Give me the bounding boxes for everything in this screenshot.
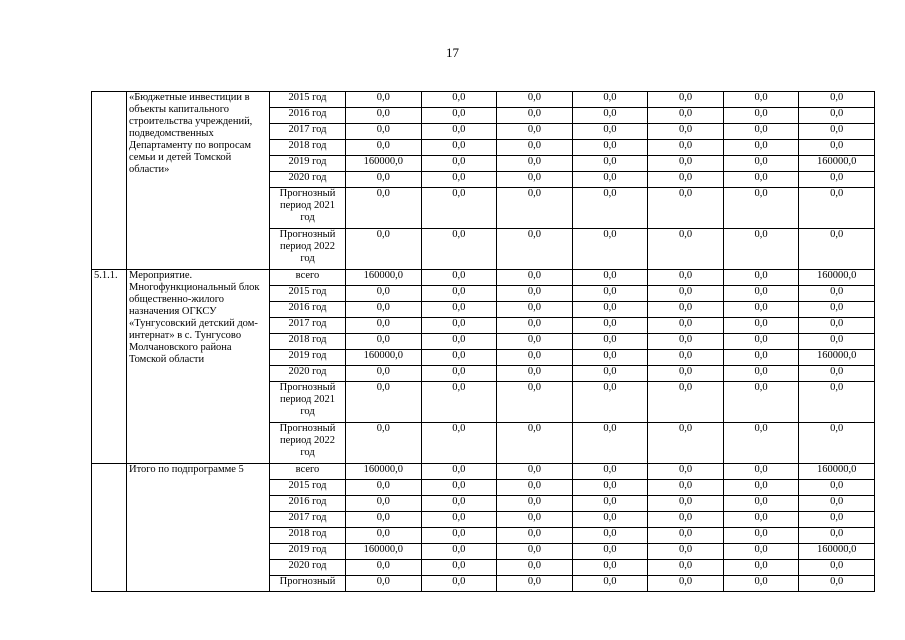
value-cell: 0,0 <box>421 172 497 188</box>
item-number: 5.1.1. <box>92 270 127 464</box>
value-cell: 0,0 <box>799 286 875 302</box>
period-cell: 2020 год <box>270 366 346 382</box>
value-cell: 0,0 <box>723 366 799 382</box>
value-cell: 0,0 <box>346 496 422 512</box>
value-cell: 0,0 <box>497 423 573 464</box>
value-cell: 0,0 <box>799 423 875 464</box>
value-cell: 0,0 <box>572 544 648 560</box>
value-cell: 0,0 <box>572 496 648 512</box>
value-cell: 160000,0 <box>346 544 422 560</box>
value-cell: 160000,0 <box>346 464 422 480</box>
value-cell: 0,0 <box>572 108 648 124</box>
value-cell: 0,0 <box>497 318 573 334</box>
item-number <box>92 464 127 592</box>
value-cell: 0,0 <box>723 108 799 124</box>
item-name: Итого по подпрограмме 5 <box>127 464 270 592</box>
value-cell: 0,0 <box>572 464 648 480</box>
value-cell: 0,0 <box>799 108 875 124</box>
period-cell: 2020 год <box>270 172 346 188</box>
value-cell: 0,0 <box>723 124 799 140</box>
value-cell: 0,0 <box>572 270 648 286</box>
value-cell: 0,0 <box>723 92 799 108</box>
value-cell: 160000,0 <box>799 156 875 172</box>
value-cell: 0,0 <box>346 512 422 528</box>
value-cell: 0,0 <box>648 528 724 544</box>
value-cell: 0,0 <box>648 124 724 140</box>
value-cell: 0,0 <box>648 334 724 350</box>
value-cell: 0,0 <box>799 140 875 156</box>
table-row <box>92 270 875 286</box>
period-cell: Прогнозный период 2021 год <box>270 188 346 229</box>
value-cell: 0,0 <box>799 318 875 334</box>
period-cell: 2015 год <box>270 286 346 302</box>
value-cell: 0,0 <box>497 140 573 156</box>
value-cell: 0,0 <box>723 140 799 156</box>
value-cell: 0,0 <box>421 560 497 576</box>
value-cell: 0,0 <box>497 576 573 592</box>
period-cell: 2016 год <box>270 496 346 512</box>
value-cell: 0,0 <box>648 286 724 302</box>
value-cell: 0,0 <box>421 108 497 124</box>
value-cell: 0,0 <box>648 156 724 172</box>
value-cell: 0,0 <box>346 140 422 156</box>
value-cell: 0,0 <box>648 464 724 480</box>
value-cell: 0,0 <box>421 92 497 108</box>
value-cell: 0,0 <box>497 172 573 188</box>
value-cell: 0,0 <box>572 334 648 350</box>
period-cell: 2015 год <box>270 92 346 108</box>
value-cell: 0,0 <box>799 382 875 423</box>
value-cell: 0,0 <box>799 560 875 576</box>
value-cell: 0,0 <box>497 302 573 318</box>
value-cell: 0,0 <box>723 496 799 512</box>
period-cell: всего <box>270 464 346 480</box>
value-cell: 0,0 <box>723 576 799 592</box>
value-cell: 0,0 <box>799 528 875 544</box>
value-cell: 0,0 <box>497 366 573 382</box>
period-cell: 2020 год <box>270 560 346 576</box>
value-cell: 0,0 <box>799 172 875 188</box>
value-cell: 0,0 <box>572 124 648 140</box>
value-cell: 0,0 <box>799 496 875 512</box>
period-cell: Прогнозный период 2021 год <box>270 382 346 423</box>
period-cell: 2018 год <box>270 528 346 544</box>
value-cell: 0,0 <box>346 480 422 496</box>
value-cell: 0,0 <box>497 382 573 423</box>
value-cell: 0,0 <box>346 92 422 108</box>
value-cell: 0,0 <box>723 286 799 302</box>
value-cell: 0,0 <box>421 140 497 156</box>
value-cell: 0,0 <box>648 423 724 464</box>
value-cell: 0,0 <box>497 286 573 302</box>
value-cell: 0,0 <box>346 188 422 229</box>
period-cell: Прогнозный период 2022 год <box>270 423 346 464</box>
value-cell: 0,0 <box>572 172 648 188</box>
value-cell: 0,0 <box>648 512 724 528</box>
period-cell: 2019 год <box>270 350 346 366</box>
value-cell: 0,0 <box>723 302 799 318</box>
value-cell: 0,0 <box>346 334 422 350</box>
period-cell: 2017 год <box>270 124 346 140</box>
item-number <box>92 92 127 270</box>
period-cell: всего <box>270 270 346 286</box>
value-cell: 0,0 <box>648 92 724 108</box>
value-cell: 0,0 <box>572 576 648 592</box>
value-cell: 0,0 <box>572 156 648 172</box>
value-cell: 0,0 <box>648 140 724 156</box>
value-cell: 0,0 <box>799 334 875 350</box>
value-cell: 0,0 <box>799 366 875 382</box>
budget-table <box>91 91 875 592</box>
value-cell: 0,0 <box>497 334 573 350</box>
value-cell: 0,0 <box>346 302 422 318</box>
value-cell: 0,0 <box>346 286 422 302</box>
page-number: 17 <box>446 45 459 60</box>
value-cell: 0,0 <box>648 350 724 366</box>
value-cell: 160000,0 <box>799 270 875 286</box>
period-cell: 2018 год <box>270 140 346 156</box>
value-cell: 0,0 <box>421 350 497 366</box>
value-cell: 0,0 <box>723 318 799 334</box>
period-cell: 2017 год <box>270 318 346 334</box>
value-cell: 0,0 <box>421 512 497 528</box>
value-cell: 0,0 <box>723 544 799 560</box>
value-cell: 0,0 <box>648 366 724 382</box>
value-cell: 0,0 <box>497 156 573 172</box>
value-cell: 0,0 <box>421 318 497 334</box>
value-cell: 0,0 <box>421 334 497 350</box>
value-cell: 0,0 <box>572 480 648 496</box>
value-cell: 0,0 <box>799 92 875 108</box>
period-cell: 2016 год <box>270 108 346 124</box>
item-name: Мероприятие. Многофункциональный блок общественно-жилого назначения ОГКСУ «Тунгусовский детский дом-интернат» в с. Тунгусово Молчановского района Томской области <box>127 270 270 464</box>
value-cell: 0,0 <box>346 423 422 464</box>
value-cell: 0,0 <box>497 464 573 480</box>
value-cell: 0,0 <box>648 496 724 512</box>
value-cell: 0,0 <box>421 302 497 318</box>
value-cell: 0,0 <box>572 302 648 318</box>
value-cell: 160000,0 <box>346 156 422 172</box>
value-cell: 160000,0 <box>799 350 875 366</box>
item-name: «Бюджетные инвестиции в объекты капитального строительства учреждений, подведомственных Департаменту по вопросам семьи и детей Томской области» <box>127 92 270 270</box>
value-cell: 0,0 <box>648 560 724 576</box>
value-cell: 0,0 <box>421 188 497 229</box>
value-cell: 0,0 <box>346 172 422 188</box>
value-cell: 0,0 <box>572 560 648 576</box>
value-cell: 0,0 <box>497 108 573 124</box>
value-cell: 0,0 <box>799 188 875 229</box>
value-cell: 0,0 <box>346 366 422 382</box>
value-cell: 0,0 <box>421 382 497 423</box>
value-cell: 0,0 <box>723 172 799 188</box>
value-cell: 0,0 <box>346 576 422 592</box>
period-cell: 2019 год <box>270 544 346 560</box>
value-cell: 0,0 <box>723 560 799 576</box>
value-cell: 160000,0 <box>346 270 422 286</box>
value-cell: 0,0 <box>346 382 422 423</box>
value-cell: 0,0 <box>648 302 724 318</box>
value-cell: 0,0 <box>497 124 573 140</box>
value-cell: 0,0 <box>421 286 497 302</box>
period-cell: 2015 год <box>270 480 346 496</box>
value-cell: 0,0 <box>648 188 724 229</box>
value-cell: 0,0 <box>421 366 497 382</box>
period-cell: 2019 год <box>270 156 346 172</box>
value-cell: 0,0 <box>421 576 497 592</box>
value-cell: 0,0 <box>421 496 497 512</box>
value-cell: 0,0 <box>723 188 799 229</box>
value-cell: 0,0 <box>723 334 799 350</box>
value-cell: 0,0 <box>572 318 648 334</box>
value-cell: 0,0 <box>572 229 648 270</box>
value-cell: 160000,0 <box>799 464 875 480</box>
value-cell: 0,0 <box>723 270 799 286</box>
value-cell: 0,0 <box>572 423 648 464</box>
value-cell: 0,0 <box>497 92 573 108</box>
period-cell: Прогнозный <box>270 576 346 592</box>
value-cell: 0,0 <box>346 528 422 544</box>
value-cell: 0,0 <box>723 480 799 496</box>
value-cell: 0,0 <box>421 480 497 496</box>
value-cell: 0,0 <box>497 544 573 560</box>
value-cell: 0,0 <box>346 318 422 334</box>
value-cell: 0,0 <box>648 229 724 270</box>
value-cell: 0,0 <box>497 496 573 512</box>
value-cell: 0,0 <box>497 512 573 528</box>
value-cell: 0,0 <box>421 156 497 172</box>
value-cell: 0,0 <box>572 140 648 156</box>
value-cell: 0,0 <box>497 480 573 496</box>
value-cell: 0,0 <box>723 229 799 270</box>
value-cell: 160000,0 <box>346 350 422 366</box>
period-cell: 2017 год <box>270 512 346 528</box>
value-cell: 0,0 <box>572 188 648 229</box>
value-cell: 0,0 <box>799 124 875 140</box>
value-cell: 0,0 <box>421 528 497 544</box>
value-cell: 0,0 <box>421 423 497 464</box>
value-cell: 0,0 <box>421 124 497 140</box>
value-cell: 160000,0 <box>799 544 875 560</box>
value-cell: 0,0 <box>572 92 648 108</box>
table-row <box>92 92 875 108</box>
value-cell: 0,0 <box>421 544 497 560</box>
value-cell: 0,0 <box>648 108 724 124</box>
value-cell: 0,0 <box>648 480 724 496</box>
value-cell: 0,0 <box>497 350 573 366</box>
value-cell: 0,0 <box>572 366 648 382</box>
period-cell: 2018 год <box>270 334 346 350</box>
value-cell: 0,0 <box>572 286 648 302</box>
value-cell: 0,0 <box>648 382 724 423</box>
value-cell: 0,0 <box>572 512 648 528</box>
value-cell: 0,0 <box>572 350 648 366</box>
value-cell: 0,0 <box>497 270 573 286</box>
period-cell: Прогнозный период 2022 год <box>270 229 346 270</box>
value-cell: 0,0 <box>346 560 422 576</box>
value-cell: 0,0 <box>497 560 573 576</box>
budget-table-body <box>92 92 875 592</box>
value-cell: 0,0 <box>723 423 799 464</box>
value-cell: 0,0 <box>648 318 724 334</box>
value-cell: 0,0 <box>723 528 799 544</box>
value-cell: 0,0 <box>572 528 648 544</box>
value-cell: 0,0 <box>723 156 799 172</box>
value-cell: 0,0 <box>497 528 573 544</box>
value-cell: 0,0 <box>799 512 875 528</box>
value-cell: 0,0 <box>346 229 422 270</box>
value-cell: 0,0 <box>421 270 497 286</box>
value-cell: 0,0 <box>799 576 875 592</box>
value-cell: 0,0 <box>723 350 799 366</box>
value-cell: 0,0 <box>648 270 724 286</box>
value-cell: 0,0 <box>346 108 422 124</box>
value-cell: 0,0 <box>497 229 573 270</box>
value-cell: 0,0 <box>799 302 875 318</box>
value-cell: 0,0 <box>648 576 724 592</box>
value-cell: 0,0 <box>723 382 799 423</box>
value-cell: 0,0 <box>723 512 799 528</box>
value-cell: 0,0 <box>799 480 875 496</box>
value-cell: 0,0 <box>799 229 875 270</box>
period-cell: 2016 год <box>270 302 346 318</box>
value-cell: 0,0 <box>648 172 724 188</box>
value-cell: 0,0 <box>648 544 724 560</box>
value-cell: 0,0 <box>572 382 648 423</box>
value-cell: 0,0 <box>421 229 497 270</box>
table-row <box>92 464 875 480</box>
value-cell: 0,0 <box>497 188 573 229</box>
value-cell: 0,0 <box>346 124 422 140</box>
value-cell: 0,0 <box>421 464 497 480</box>
value-cell: 0,0 <box>723 464 799 480</box>
